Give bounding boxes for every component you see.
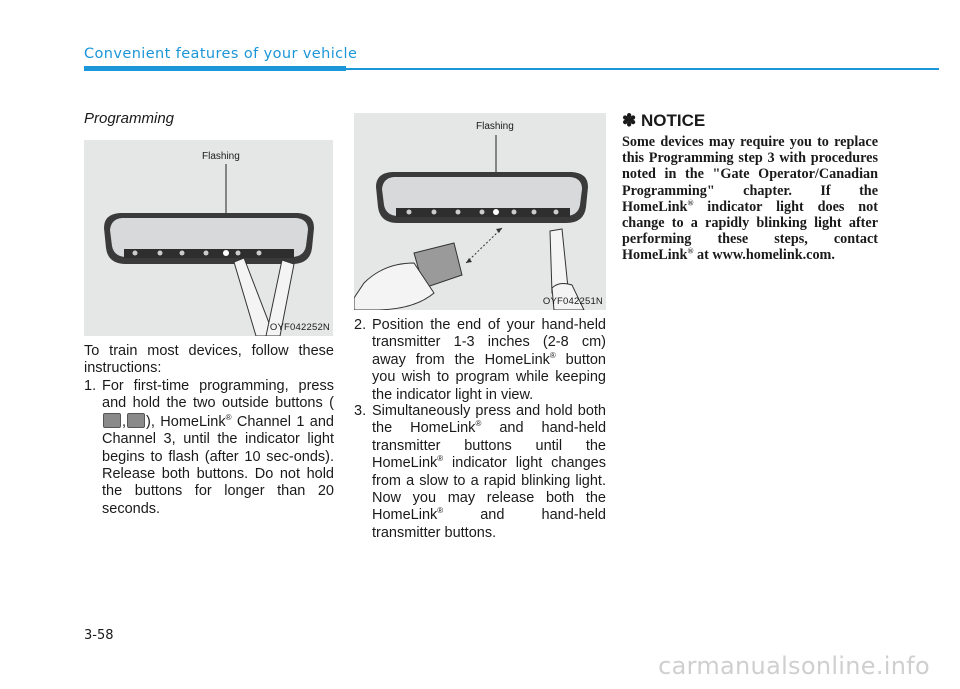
- registered-mark: ®: [225, 412, 232, 422]
- step-text: indicator light changes from a slow to a rapid blinking light. Now you may release both the HomeLink: [372, 455, 606, 524]
- registered-mark: ®: [475, 419, 482, 429]
- section-header-title: Convenient features of your vehicle: [84, 46, 358, 62]
- flashing-label: Flashing: [476, 121, 514, 132]
- mirror-two-fingers-illustration: [84, 140, 333, 336]
- step-text: Simultaneously press and hold both the HomeLink: [372, 403, 606, 437]
- notice-title: ✽ NOTICE: [622, 111, 706, 130]
- step-2: [354, 317, 606, 404]
- channel-1-button-icon: [103, 413, 121, 428]
- notice-text: at www.homelink.com.: [693, 247, 835, 264]
- channel-3-button-icon: [127, 413, 145, 428]
- notice-text: indicator light does not change to a rapidly blinking light after performing these steps, contact HomeLink: [622, 198, 878, 264]
- header-rule-accent: [84, 66, 346, 71]
- step-text-separator: ,: [122, 413, 127, 430]
- step-text: Channel 1 and Channel 3, until the indicator light begins to flash (after 10 sec-onds). Release both buttons. Do not hold the buttons for longer than 20 seconds.: [102, 413, 334, 517]
- figure-code: OYF042251N: [542, 296, 603, 307]
- step-number: 3.: [354, 403, 367, 419]
- flashing-label: Flashing: [202, 151, 240, 162]
- step-number: 2.: [354, 317, 367, 333]
- registered-mark: ®: [687, 246, 694, 256]
- step-1: [84, 378, 334, 518]
- notice-text: Some devices may require you to replace this Programming step 3 with procedures noted in the "Gate Operator/Canadian Programming" chapter. If the HomeLink: [622, 134, 878, 215]
- page-number: 3-58: [84, 628, 114, 643]
- watermark: carmanualsonline.info: [658, 652, 930, 680]
- step-text: and hand-held transmitter buttons until the HomeLink: [372, 420, 607, 472]
- programming-subheading: Programming: [84, 110, 175, 127]
- registered-mark: ®: [437, 454, 444, 464]
- step-text: Position the end of your hand-held transmitter 1-3 inches (2-8 cm) away from the HomeLink: [372, 317, 606, 368]
- step-3: [354, 403, 606, 542]
- step-number: 1.: [84, 378, 97, 394]
- step-text: and hand-held transmitter buttons.: [372, 507, 606, 541]
- figure-code: OYF042252N: [269, 322, 330, 333]
- notice-body: [622, 134, 878, 264]
- mirror-figure-two-buttons: [84, 140, 333, 336]
- registered-mark: ®: [437, 506, 444, 516]
- header-rule: [84, 68, 939, 70]
- step-text: For first-time programming, press and hold the two outside buttons (: [102, 378, 334, 412]
- registered-mark: ®: [687, 198, 694, 208]
- intro-paragraph: To train most devices, follow these instructions:: [84, 343, 334, 377]
- step-text: button you wish to program while keeping the indicator light in view.: [372, 351, 606, 403]
- registered-mark: ®: [549, 350, 556, 360]
- step-text: ), HomeLink: [146, 413, 226, 430]
- mirror-transmitter-illustration: [354, 113, 606, 310]
- mirror-figure-transmitter: [354, 113, 606, 310]
